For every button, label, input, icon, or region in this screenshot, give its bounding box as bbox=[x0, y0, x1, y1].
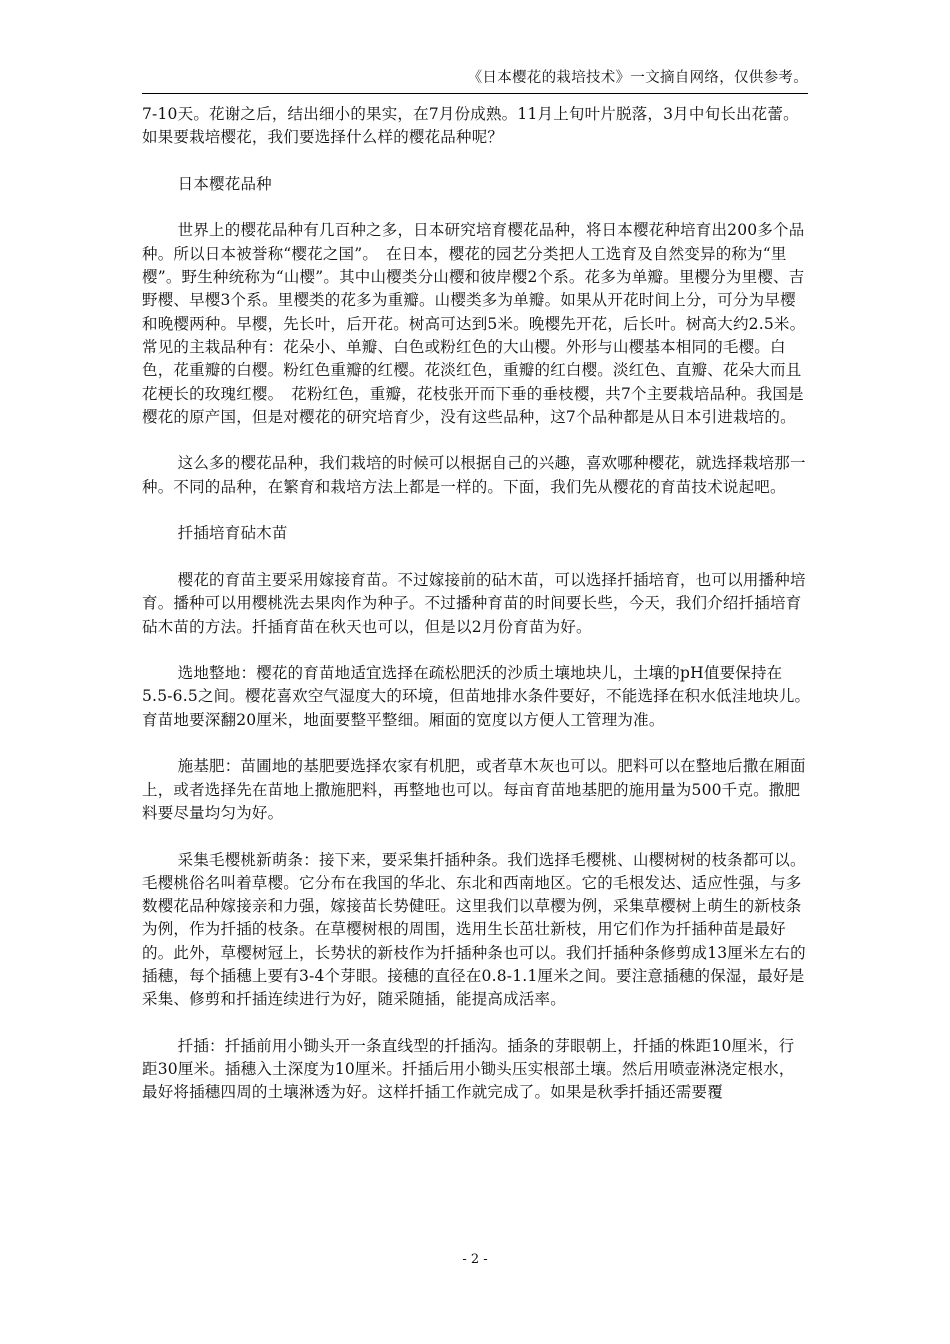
paragraph-2: 世界上的樱花品种有几百种之多，日本研究培育樱花品种，将日本樱花种培育出200多个品种。所以日本被誉称“樱花之国”。 在日本，樱花的园艺分类把人工选育及自然变异的称为“里樱”。野生种统称为“山樱”。其中山樱类分山樱和彼岸樱2个系。花多为单瓣。里樱分为里樱、吉野樱、早樱3个系。里樱类的花多为重瓣。山樱类多为单瓣。如果从开花时间上分，可分为早樱和晚樱两种。早樱，先长叶，后开花。树高可达到5米。晚樱先开花，后长叶。树高大约2.5米。常见的主栽品种有：花朵小、单瓣、白色或粉红色的大山樱。外形与山樱基本相同的毛樱。白色，花重瓣的白樱。粉红色重瓣的红樱。花淡红色，重瓣的红白樱。淡红色、直瓣、花朵大而且花梗长的玫瑰红樱。 花粉红色，重瓣，花枝张开而下垂的垂枝樱，共7个主要栽培品种。我国是樱花的原产国，但是对樱花的研究培育少，没有这些品种，这7个品种都是从日本引进栽培的。 bbox=[142, 221, 806, 426]
document-body bbox=[142, 103, 819, 1105]
paragraph-6: 施基肥：苗圃地的基肥要选择农家有机肥，或者草木灰也可以。肥料可以在整地后撒在厢面上，或者选择先在苗地上撒施肥料，再整地也可以。每亩育苗地基肥的施用量为500千克。撒肥料要尽量均匀为好。 bbox=[142, 757, 806, 822]
paragraph-1: 7-10天。花谢之后，结出细小的果实，在7月份成熟。11月上旬叶片脱落，3月中旬长出花蕾。如果要栽培樱花，我们要选择什么样的樱花品种呢？ bbox=[142, 105, 799, 147]
paragraph-3: 这么多的樱花品种，我们栽培的时候可以根据自己的兴趣，喜欢哪种樱花，就选择栽培那一种。不同的品种，在繁育和栽培方法上都是一样的。下面，我们先从樱花的育苗技术说起吧。 bbox=[142, 454, 806, 496]
page-header: 《日本樱花的栽培技术》一文摘自网络，仅供参考。 bbox=[467, 70, 808, 86]
paragraph-8: 扦插：扦插前用小锄头开一条直线型的扦插沟。插条的芽眼朝上，扦插的株距10厘米，行距30厘米。插穗入土深度为10厘米。扦插后用小锄头压实根部土壤。然后用喷壶淋浇定根水，最好将插穗四周的土壤淋透为好。这样扦插工作就完成了。如果是秋季扦插还需要覆 bbox=[142, 1036, 795, 1102]
section-heading-varieties: 日本樱花品种 bbox=[177, 174, 272, 193]
header-divider bbox=[142, 93, 808, 94]
paragraph-4: 樱花的育苗主要采用嫁接育苗。不过嫁接前的砧木苗，可以选择扦插培育，也可以用播种培育。播种可以用樱桃洗去果肉作为种子。不过播种育苗的时间要长些，今天，我们介绍扦插培育砧木苗的方法。扦插育苗在秋天也可以，但是以2月份育苗为好。 bbox=[142, 570, 806, 636]
paragraph-7: 采集毛樱桃新萌条：接下来，要采集扦插种条。我们选择毛樱桃、山樱树树的枝条都可以。毛樱桃俗名叫着草樱。它分布在我国的华北、东北和西南地区。它的毛根发达、适应性强，与多数樱花品种嫁接亲和力强，嫁接苗长势健旺。这里我们以草樱为例，采集草樱树上萌生的新枝条为例，作为扦插的枝条。在草樱树根的周围，选用生长茁壮新枝，用它们作为扦插种苗是最好的。此外，草樱树冠上，长势状的新枝作为扦插种条也可以。我们扦插种条修剪成13厘米左右的插穗，每个插穗上要有3-4个芽眼。接穗的直径在0.8-1.1厘米之间。要注意插穗的保湿，最好是采集、修剪和扦插连续进行为好，随采随插，能提高成活率。 bbox=[142, 850, 806, 1009]
section-heading-cuttings: 扦插培育砧木苗 bbox=[177, 524, 288, 543]
page-number: - 2 - bbox=[462, 1252, 488, 1267]
paragraph-5: 选地整地：樱花的育苗地适宜选择在疏松肥沃的沙质土壤地块儿，土壤的pH值要保持在5.5-6.5之间。樱花喜欢空气湿度大的环境，但苗地排水条件要好，不能选择在积水低洼地块儿。 育苗地要深翻20厘米，地面要整平整细。厢面的宽度以方便人工管理为准。 bbox=[142, 664, 819, 729]
